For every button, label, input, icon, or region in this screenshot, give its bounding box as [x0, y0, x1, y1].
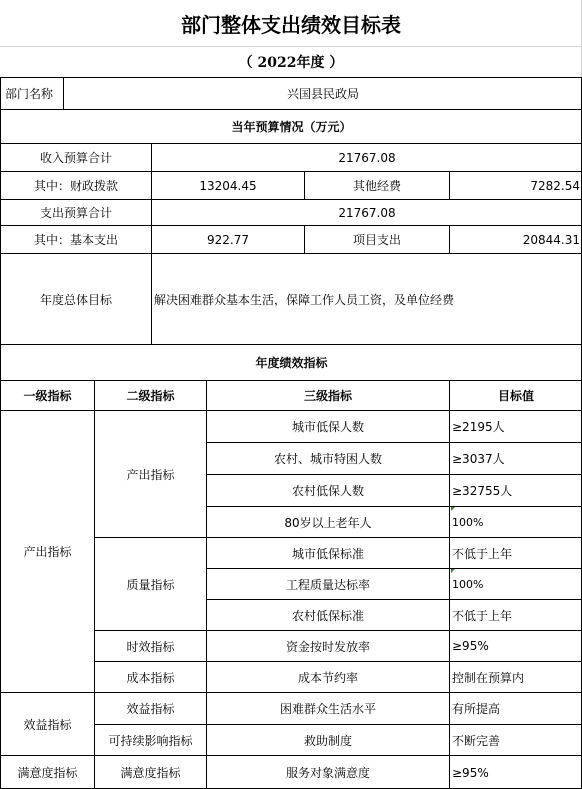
indicator-cell: 成本节约率	[297, 670, 358, 685]
indicator-cell: 农村、城市特困人数	[273, 452, 382, 466]
other-value: 7282.54	[530, 178, 580, 193]
border-line	[0, 225, 582, 226]
border-line	[207, 506, 582, 507]
fiscal-label: 其中：财政拨款	[33, 179, 118, 193]
border-line	[449, 380, 450, 789]
indicator-cell: 资金按时发放率	[285, 639, 370, 654]
border-line	[151, 143, 152, 345]
border-line	[0, 253, 582, 254]
indicator-cell: 农村低保人数	[291, 484, 364, 498]
border-line	[95, 630, 582, 631]
project-value: 20844.31	[522, 232, 580, 247]
border-line	[304, 171, 305, 200]
border-line	[0, 410, 582, 411]
year-subtitle: （ 2022年度 ）	[238, 54, 344, 71]
goal-label: 年度总体目标	[39, 292, 112, 307]
level2-cost: 成本指标	[126, 670, 175, 685]
basic-value: 922.77	[207, 232, 249, 247]
border-line	[0, 344, 582, 345]
page-title: 部门整体支出绩效目标表	[181, 12, 401, 37]
border-line	[207, 474, 582, 475]
border-line	[207, 568, 582, 569]
target-cell: ≥95%	[452, 639, 489, 653]
border-line	[0, 143, 582, 144]
indicator-cell: 城市低保人数	[291, 420, 364, 434]
border-line	[95, 537, 582, 538]
border-line	[0, 380, 582, 381]
level1-output: 产出指标	[23, 545, 72, 559]
other-label: 其他经费	[352, 179, 401, 193]
target-cell: 有所提高	[452, 702, 501, 716]
basic-label: 其中：基本支出	[33, 233, 118, 247]
border-line	[94, 380, 95, 789]
level2-timeliness: 时效指标	[126, 639, 175, 654]
level1-benefit: 效益指标	[23, 717, 72, 732]
target-cell: 不低于上年	[452, 608, 513, 623]
expense-total-label: 支出预算合计	[39, 206, 112, 220]
border-line	[95, 724, 582, 725]
target-cell: 不低于上年	[452, 546, 513, 561]
goal-value: 解决困难群众基本生活，保障工作人员工资，及单位经费	[154, 292, 455, 307]
title-gridline	[0, 46, 582, 47]
level2-output: 产出指标	[126, 467, 175, 482]
level2-sustainable: 可持续影响指标	[108, 733, 193, 748]
level2-satisfaction: 满意度指标	[120, 766, 181, 780]
border-line	[304, 225, 305, 254]
col-level2-header: 二级指标	[126, 389, 175, 403]
border-line	[63, 77, 64, 110]
border-line	[0, 199, 582, 200]
indicator-cell: 80岁以上老年人	[284, 515, 372, 530]
indicator-cell: 服务对象满意度	[285, 766, 370, 780]
dept-value: 兴国县民政局	[286, 87, 359, 101]
border-line	[207, 442, 582, 443]
indicator-cell: 城市低保标准	[291, 546, 364, 561]
target-cell: 不断完善	[452, 733, 501, 748]
border-line	[0, 755, 582, 756]
dept-label: 部门名称	[5, 87, 54, 101]
fiscal-value: 13204.45	[199, 178, 257, 193]
budget-header: 当年预算情况（万元）	[231, 120, 352, 134]
expense-total-value: 21767.08	[338, 205, 396, 220]
level2-quality: 质量指标	[126, 577, 175, 592]
target-cell: ≥3037人	[452, 452, 505, 466]
target-cell: ≥2195人	[452, 420, 505, 434]
col-level3-header: 三级指标	[303, 389, 352, 403]
border-line	[206, 380, 207, 789]
indicator-cell: 工程质量达标率	[285, 577, 370, 592]
border-line	[0, 692, 582, 693]
level2-benefit: 效益指标	[126, 702, 175, 716]
project-label: 项目支出	[352, 233, 401, 247]
border-line	[0, 171, 582, 172]
indicator-cell: 农村低保标准	[291, 608, 364, 623]
border-line	[449, 171, 450, 200]
col-level1-header: 一级指标	[23, 389, 72, 403]
indicator-cell: 救助制度	[303, 733, 352, 748]
border-line	[207, 599, 582, 600]
target-cell: ≥95%	[452, 765, 489, 780]
income-total-label: 收入预算合计	[39, 151, 112, 165]
target-cell: 100%	[452, 577, 484, 591]
target-cell: ≥32755人	[452, 484, 513, 498]
col-target-header: 目标值	[497, 389, 534, 403]
border-line	[0, 109, 582, 110]
target-cell: 100%	[452, 515, 484, 529]
cell-marker	[451, 507, 455, 511]
income-total-value: 21767.08	[338, 150, 396, 165]
border-line	[95, 661, 582, 662]
target-cell: 控制在预算内	[452, 670, 525, 685]
border-line	[0, 77, 1, 789]
border-line	[449, 225, 450, 254]
indicator-cell: 困难群众生活水平	[279, 702, 376, 716]
border-line	[0, 77, 582, 78]
perf-header: 年度绩效指标	[255, 356, 328, 370]
cell-marker	[451, 569, 455, 573]
level1-satisfaction: 满意度指标	[17, 766, 78, 780]
